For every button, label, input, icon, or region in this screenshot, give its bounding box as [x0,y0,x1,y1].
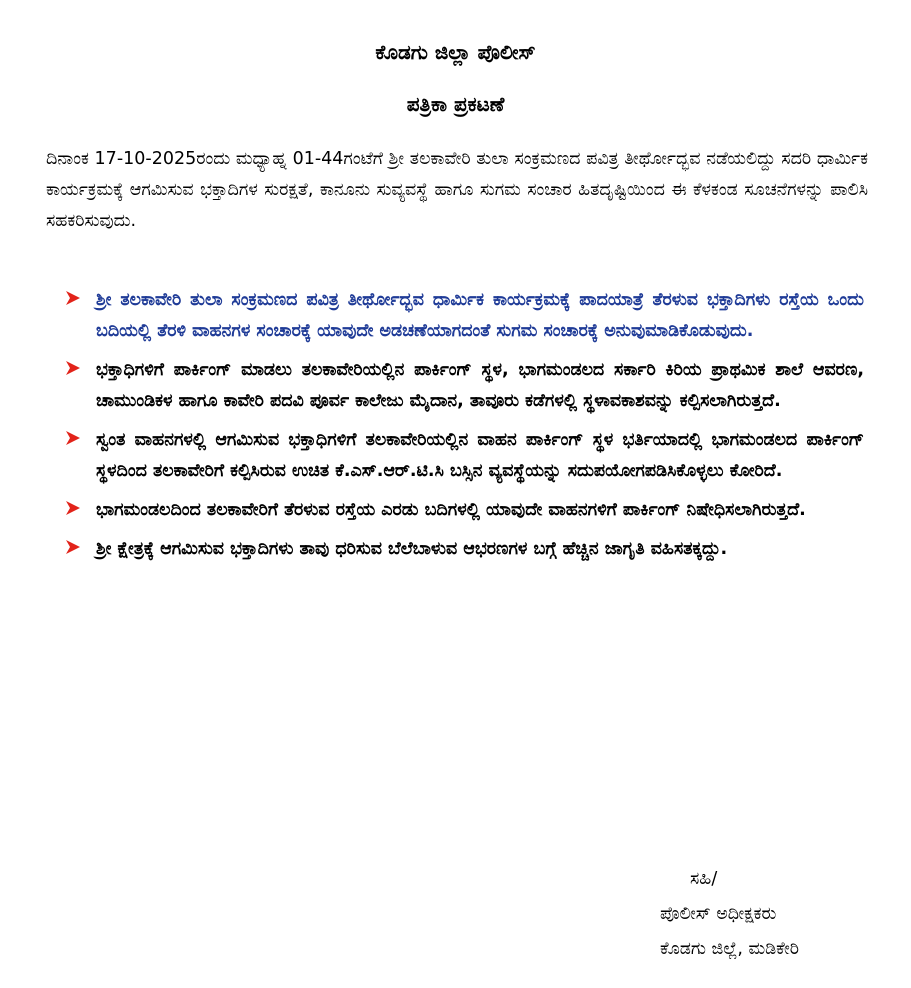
arrowhead-bullet-icon [64,537,82,557]
bullet-text: ಶ್ರೀ ತಲಕಾವೇರಿ ತುಲಾ ಸಂಕ್ರಮಣದ ಪವಿತ್ರ ತೀರ್ಥೋದ್ಭವ ಧಾರ್ಮಿಕ ಕಾರ್ಯಕ್ರಮಕ್ಕೆ ಪಾದಯಾತ್ರೆ ತೆರಳುವ ಭಕ್ತಾದಿಗಳು ರಸ್ತೆಯ ಒಂದು ಬದಿಯಲ್ಲಿ ತೆರಳಿ ವಾಹನಗಳ ಸಂಚಾರಕ್ಕೆ ಯಾವುದೇ ಅಡಚಣೆಯಾಗದಂತೆ ಸುಗಮ ಸಂಚಾರಕ್ಕೆ ಅನುವುಮಾಡಿಕೊಡುವುದು. [96,290,864,341]
arrowhead-bullet-icon [64,358,82,378]
bullet-text: ಭಾಗಮಂಡಲದಿಂದ ತಲಕಾವೇರಿಗೆ ತೆರಳುವ ರಸ್ತೆಯ ಎರಡು ಬದಿಗಳಲ್ಲಿ ಯಾವುದೇ ವಾಹನಗಳಿಗೆ ಪಾರ್ಕಿಂಗ್ ನಿಷೇಧಿಸಲಾಗಿರುತ್ತದೆ. [96,500,806,520]
bullet-item [0,285,911,347]
bullet-list [0,285,911,573]
bullet-item [0,534,911,565]
header-title: ಕೊಡಗು ಜಿಲ್ಲಾ ಪೊಲೀಸ್ [375,40,536,64]
signature-mark: ಸಹಿ/ [690,869,718,889]
bullet-text: ಭಕ್ತಾಧಿಗಳಿಗೆ ಪಾರ್ಕಿಂಗ್ ಮಾಡಲು ತಲಕಾವೇರಿಯಲ್ಲಿನ ಪಾರ್ಕಿಂಗ್ ಸ್ಥಳ, ಭಾಗಮಂಡಲದ ಸರ್ಕಾರಿ ಕಿರಿಯ ಪ್ರಾಥಮಿಕ ಶಾಲೆ ಆವರಣ, ಚಾಮುಂಡಿಕಳ ಹಾಗೂ ಕಾವೇರಿ ಪದವಿ ಪೂರ್ವ ಕಾಲೇಜು ಮೈದಾನ, ತಾವೂರು ಕಡೆಗಳಲ್ಲಿ ಸ್ಥಳಾವಕಾಶವನ್ನು ಕಲ್ಪಿಸಲಾಗಿರುತ್ತದೆ. [96,360,864,411]
bullet-item [0,425,911,487]
arrowhead-bullet-icon [64,288,82,308]
intro-paragraph: ದಿನಾಂಕ 17-10-2025ರಂದು ಮಧ್ಯಾಹ್ನ 01-44ಗಂಟೆಗೆ ಶ್ರೀ ತಲಕಾವೇರಿ ತುಲಾ ಸಂಕ್ರಮಣದ ಪವಿತ್ರ ತೀರ್ಥೋದ್ಭವ ನಡೆಯಲಿದ್ದು ಸದರಿ ಧಾರ್ಮಿಕ ಕಾರ್ಯಕ್ರಮಕ್ಕೆ ಆಗಮಿಸುವ ಭಕ್ತಾದಿಗಳ ಸುರಕ್ಷತೆ, ಕಾನೂನು ಸುವ್ಯವಸ್ಥೆ ಹಾಗೂ ಸುಗಮ ಸಂಚಾರ ಹಿತದೃಷ್ಟಿಯಿಂದ ಈ ಕೆಳಕಂಡ ಸೂಚನೆಗಳನ್ನು ಪಾಲಿಸಿ ಸಹಕರಿಸುವುದು. [46,149,868,231]
bullet-text: ಶ್ರೀ ಕ್ಷೇತ್ರಕ್ಕೆ ಆಗಮಿಸುವ ಭಕ್ತಾದಿಗಳು ತಾವು ಧರಿಸುವ ಬೆಲೆಬಾಳುವ ಆಭರಣಗಳ ಬಗ್ಗೆ ಹೆಚ್ಚಿನ ಜಾಗೃತಿ ವಹಿಸತಕ್ಕದ್ದು. [96,539,728,559]
sub-title: ಪತ್ರಿಕಾ ಪ್ರಕಟಣೆ [406,92,505,116]
bullet-item [0,355,911,417]
bullet-text: ಸ್ವಂತ ವಾಹನಗಳಲ್ಲಿ ಆಗಮಿಸುವ ಭಕ್ತಾಧಿಗಳಿಗೆ ತಲಕಾವೇರಿಯಲ್ಲಿನ ವಾಹನ ಪಾರ್ಕಿಂಗ್ ಸ್ಥಳ ಭರ್ತಿಯಾದಲ್ಲಿ ಭಾಗಮಂಡಲದ ಪಾರ್ಕಿಂಗ್ ಸ್ಥಳದಿಂದ ತಲಕಾವೇರಿಗೆ ಕಲ್ಪಿಸಿರುವ ಉಚಿತ ಕೆ.ಎಸ್.ಆರ್.ಟಿ.ಸಿ ಬಸ್ಸಿನ ವ್ಯವಸ್ಥೆಯನ್ನು ಸದುಪಯೋಗಪಡಿಸಿಕೊಳ್ಳಲು ಕೋರಿದೆ. [96,430,864,481]
arrowhead-bullet-icon [64,428,82,448]
bullet-item [0,495,911,526]
signatory-office: ಕೊಡಗು ಜಿಲ್ಲೆ, ಮಡಿಕೇರಿ [660,939,800,959]
signatory-designation: ಪೊಲೀಸ್ ಅಧೀಕ್ಷಕರು [660,904,777,924]
arrowhead-bullet-icon [64,498,82,518]
